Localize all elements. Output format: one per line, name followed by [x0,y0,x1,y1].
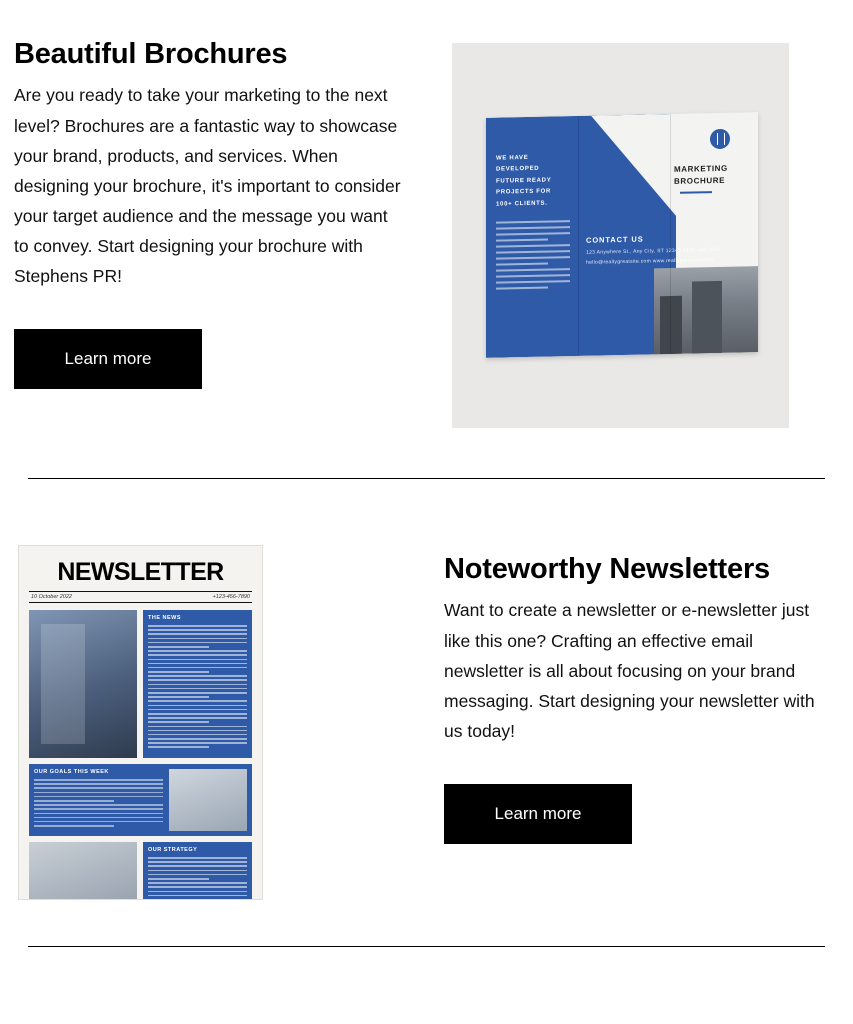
section-newsletters [14,479,839,900]
newsletter-team-photo [29,842,137,900]
brochures-body-text: Are you ready to take your marketing to the next level? Brochures are a fantastic way to showcase your brand, products, and services. When designing your brochure, it's important to consider your target audience and the message you want to convey. Start designing your brochure with Stephens PR! [14,85,401,287]
newsletter-bottom-grid [29,842,252,900]
newsletter-meta-bar [29,591,252,603]
newsletters-learn-more-button[interactable]: Learn more [444,784,632,844]
newsletter-headline-2: OUR GOALS THIS WEEK [34,769,109,775]
newsletters-text-column [438,545,839,844]
brochures-image-column [414,38,839,428]
newsletter-phone: +123-456-7890 [212,594,250,600]
newsletter-goals-lines [34,779,163,827]
section-brochures [14,0,839,428]
newsletter-headline-3: OUR STRATEGY [148,847,198,853]
brochures-learn-more-button[interactable]: Learn more [14,329,202,389]
newsletter-news-column [143,610,252,758]
brochure-contact-detail: 123 Anywhere St., Any City, ST 12345 +123 456 7890 hello@reallygreatsite.com www.reallygreatsite.com [586,246,721,266]
newsletter-meeting-photo [169,769,247,831]
brochure-photo [452,43,789,428]
newsletter-photo [18,545,263,900]
newsletters-headline: Noteworthy Newsletters [444,553,770,585]
newsletter-top-grid [29,610,252,758]
newsletter-strategy-lines [148,857,247,900]
newsletter-news-lines [148,625,247,748]
newsletter-date: 10 October 2022 [31,594,72,600]
newsletter-building-photo [29,610,137,758]
newsletter-headline-1: THE NEWS [148,615,182,621]
newsletter-masthead: NEWSLETTER [57,558,224,586]
brochure-contact-heading [586,232,758,268]
brochure-contact-title: CONTACT US [586,234,644,245]
newsletters-body-text: Want to create a newsletter or e-newsletter just like this one? Crafting an effective email newsletter is all about focusing on your brand messaging. Start designing your newsletter with us today! [444,600,815,741]
newsletter-strategy-column [143,842,252,900]
brochure-sheet [486,112,758,358]
brochure-cover-title: MARKETING BROCHURE [674,163,728,186]
brochure-panel-tagline: WE HAVE DEVELOPED FUTURE READY PROJECTS FOR 100+ CLIENTS. [496,154,552,208]
brochure-fold-line-1 [578,116,579,356]
brochure-fold-line-2 [670,114,671,354]
brochures-headline: Beautiful Brochures [14,38,288,70]
brochure-panel-body-lines [496,220,570,294]
newsletters-image-column [14,545,438,900]
newsletter-goals-text [34,769,163,831]
newsletter-goals-block [29,764,252,836]
divider-bottom [28,946,825,947]
brochures-text-column [14,38,414,389]
